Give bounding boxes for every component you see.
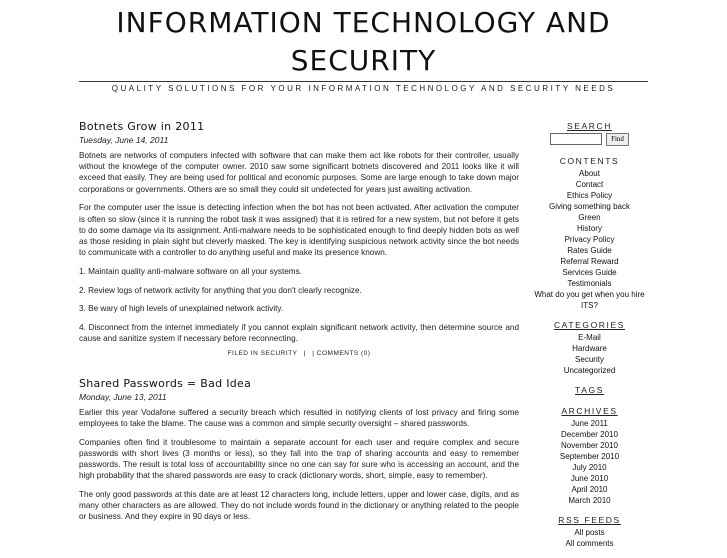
contents-link[interactable]: Testimonials [567, 279, 612, 288]
tags-cloud [530, 397, 649, 406]
category-link[interactable]: Uncategorized [563, 366, 616, 375]
post [79, 120, 519, 357]
search-form [530, 133, 649, 146]
category-link[interactable]: Security [575, 355, 604, 364]
rss-title[interactable]: RSS FEEDS [558, 515, 621, 525]
search-button[interactable]: Find [606, 133, 629, 146]
post-title[interactable]: Shared Passwords = Bad Idea [79, 376, 252, 390]
rss-list [530, 527, 649, 549]
header-divider [79, 81, 648, 82]
contents-link[interactable]: What do you get when you hire ITS? [534, 290, 645, 310]
sidebar [530, 121, 649, 558]
tags-title[interactable]: TAGS [575, 385, 604, 395]
post-title[interactable]: Botnets Grow in 2011 [79, 120, 205, 133]
site-tagline: QUALITY SOLUTIONS FOR YOUR INFORMATION TECHNOLOGY AND SECURITY NEEDS [111, 84, 616, 93]
contents-link[interactable]: Referral Reward [560, 257, 619, 266]
comments-link[interactable]: | COMMENTS (0) [312, 349, 371, 357]
category-link[interactable]: Hardware [572, 344, 607, 353]
contents-link[interactable]: Privacy Policy [564, 235, 615, 244]
contents-title: CONTENTS [559, 156, 620, 166]
contents-list [530, 168, 649, 311]
archive-link[interactable]: March 2010 [568, 496, 611, 505]
archives-list [530, 418, 649, 506]
archive-link[interactable]: November 2010 [561, 441, 618, 450]
archive-link[interactable]: September 2010 [559, 452, 620, 461]
search-input[interactable] [550, 133, 602, 145]
categories-title[interactable]: CATEGORIES [553, 320, 626, 330]
post-date: Monday, June 13, 2011 [79, 391, 167, 402]
contents-link[interactable]: Services Guide [562, 268, 617, 277]
meta-separator: | [303, 349, 306, 357]
rss-link[interactable]: All comments [565, 539, 614, 548]
post-body [79, 150, 519, 344]
archive-link[interactable]: July 2010 [572, 463, 607, 472]
post-body [79, 407, 519, 523]
contents-link[interactable]: History [577, 224, 602, 233]
rss-link[interactable]: All posts [574, 528, 605, 537]
archive-link[interactable]: June 2011 [571, 419, 608, 428]
post-date: Tuesday, June 14, 2011 [79, 135, 169, 145]
filed-in-link[interactable]: FILED IN SECURITY [227, 349, 298, 357]
search-title: SEARCH [566, 121, 613, 131]
post-paragraph: 1. Maintain quality anti-malware software on all your systems. [79, 266, 302, 276]
post-paragraph: Companies often find it troublesome to maintain a separate account for each user and require complex and secure passwords with short lives (3 months or less), so they fall into the trap of sharing accounts and easy to remember passwords. The result is total loss of accountability since no one can say for sure who is accessing an account, and the high probability that the shared passwords are easy to crack (dictionary words, short, simple, easy to remember). [79, 437, 519, 481]
contents-link[interactable]: Contact [575, 180, 604, 189]
contents-link[interactable]: Rates Guide [567, 246, 612, 255]
archive-link[interactable]: June 2010 [570, 474, 609, 483]
post [79, 377, 519, 523]
categories-list [530, 332, 649, 376]
contents-link[interactable]: About [579, 169, 600, 178]
category-link[interactable]: E-Mail [578, 333, 601, 342]
site-title[interactable]: INFORMATION TECHNOLOGY AND SECURITY [116, 6, 611, 77]
archives-title[interactable]: ARCHIVES [561, 406, 618, 416]
post-paragraph: 2. Review logs of network activity for anything that you don't clearly recognize. [79, 285, 362, 295]
post-paragraph: The only good passwords at this date are at least 12 characters long, include letters, upper and lower case, digits, and as many other characters as are allowed. They do not include words found in the dictionary or anything related to the people or business. And they expire in 90 days or less. [79, 490, 519, 522]
contents-link[interactable]: Green [578, 213, 601, 222]
main-content [79, 120, 519, 530]
post-paragraph: For the computer user the issue is detecting infection when the bot has not been activated. After activation the computer is often so slow (since it is running the robot task it was assigned) that it is retired for a new system, but not before it gets to do some damage via its assignment. Anti-malware needs to be sophisticated enough to find deeply hidden bots as well as those residing in plain sight but cleverly masked. The key is identifying suspicious network activity since the bot needs to communicate with a controller to do anything useful and make its presence known. [79, 203, 519, 258]
post-paragraph: 4. Disconnect from the internet immediately if you cannot explain significant network activity, then determine source and cause and sanitize system if necessary before reconnecting. [79, 322, 519, 344]
post-paragraph: 3. Be wary of high levels of unexplained network activity. [79, 304, 284, 314]
contents-link[interactable]: Giving something back [549, 202, 630, 211]
post-meta [79, 350, 519, 357]
post-paragraph: Earlier this year Vodafone suffered a security breach which resulted in notifying clients of lost privacy and firing some employees to take the blame. The cause was a common and simple security oversight – shared passwords. [79, 407, 519, 429]
post-paragraph: Botnets are networks of computers infected with software that can make them act like robots for their controller, usually without the knowlege of the computer owner. 2010 saw some significant botnets discovered and 2011 looks like it will exceed that easily. They are being used for political and economic purposes. Some are large enough to take down major corporations or governments. Others are so small they could sit undetected for years just awaiting activation. [79, 151, 519, 194]
contents-link[interactable]: Ethics Policy [566, 191, 613, 200]
archive-link[interactable]: April 2010 [571, 485, 608, 494]
archive-link[interactable]: December 2010 [561, 430, 618, 439]
